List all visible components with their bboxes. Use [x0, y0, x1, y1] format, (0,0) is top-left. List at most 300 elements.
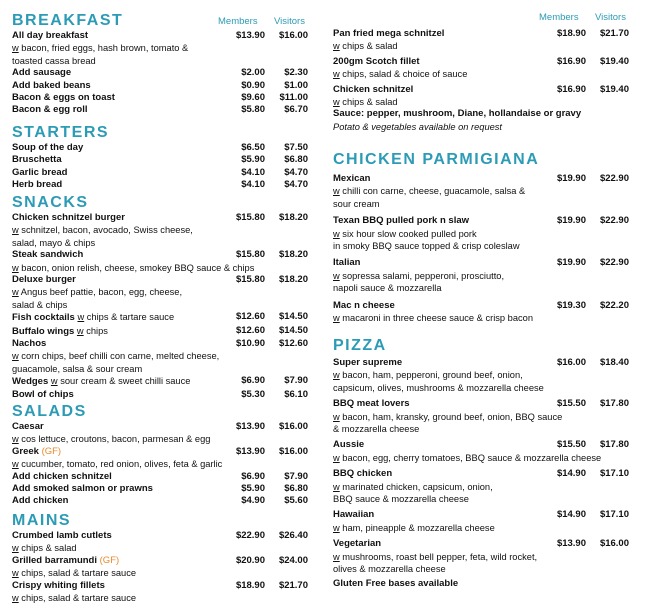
member-price: $0.90: [241, 79, 265, 91]
visitor-price: $17.80: [599, 439, 629, 451]
item-line: [333, 215, 633, 227]
item-name: Add baked beans: [12, 79, 91, 91]
item-name: Chicken schnitzel: [333, 83, 414, 95]
with-marker: w: [333, 97, 340, 108]
menu-item: [12, 555, 312, 580]
item-description: [12, 286, 312, 298]
item-description-text: cos lettuce, croutons, bacon, parmesan & egg: [18, 434, 211, 445]
item-description-line2: napoli sauce & mozzarella: [333, 283, 442, 294]
member-price: $13.90: [235, 421, 265, 432]
item-description: [12, 262, 312, 274]
menu-item: [12, 179, 312, 191]
menu-item: [333, 509, 633, 534]
salads-list: [12, 421, 312, 508]
menu-item: [12, 154, 312, 166]
menu-item: [12, 446, 312, 471]
visitor-price: $22.90: [599, 173, 629, 184]
member-price: $15.50: [556, 439, 586, 451]
with-marker: w: [333, 481, 340, 492]
item-line: [12, 421, 312, 433]
member-price: $5.30: [241, 388, 265, 400]
item-name: Mac n cheese: [333, 299, 395, 311]
menu-item: [333, 28, 633, 53]
schnitzel-section: [333, 28, 633, 133]
item-line: [333, 257, 633, 269]
member-price: $14.90: [556, 509, 586, 521]
pizza-section: [333, 337, 633, 590]
item-name: Nachos: [12, 338, 47, 350]
item-name: Buffalo wings: [12, 325, 75, 337]
section-title: BREAKFAST: [12, 12, 124, 29]
item-description-text: cucumber, tomato, red onion, olives, feta & garlic: [18, 459, 223, 470]
menu-item: [12, 142, 312, 154]
item-name: Texan BBQ pulled pork n slaw: [333, 215, 470, 227]
item-name: Soup of the day: [12, 142, 84, 153]
with-marker: w: [12, 593, 19, 604]
item-line: [12, 167, 312, 179]
item-description-text: chips & salad: [18, 543, 77, 554]
item-name: Steak sandwich: [12, 249, 84, 261]
member-price: $6.90: [241, 375, 265, 387]
item-line: [12, 249, 312, 261]
with-marker: w: [333, 370, 340, 381]
item-line: [12, 530, 312, 542]
section-title: CHICKEN PARMIGIANA: [333, 151, 540, 168]
menu-item: [12, 167, 312, 179]
with-marker: w: [50, 376, 58, 387]
visitor-price: $18.20: [278, 249, 308, 261]
with-marker: w: [12, 543, 19, 554]
item-name: Pan fried mega schnitzel: [333, 28, 445, 39]
item-description: [333, 411, 633, 423]
starters-list: [12, 142, 312, 192]
item-line: [12, 274, 312, 286]
item-description-line2: capsicum, olives, mushrooms & mozzarella cheese: [333, 382, 544, 393]
menu-item: [333, 84, 633, 109]
member-price: $4.10: [241, 166, 265, 178]
item-line: [12, 179, 312, 191]
item-line: [333, 538, 633, 550]
item-line: [12, 92, 312, 104]
section-title: MAINS: [12, 512, 72, 529]
member-price: $9.60: [241, 92, 265, 104]
visitor-price: $7.90: [284, 470, 308, 482]
item-description-text: chips & salad: [339, 41, 398, 52]
item-line: [12, 142, 312, 154]
menu-item: [12, 580, 312, 605]
item-name: Crispy whiting fillets: [12, 579, 105, 591]
item-name: Fish cocktails: [12, 312, 75, 324]
member-price: $12.60: [235, 311, 265, 323]
item-line: [333, 300, 633, 312]
item-description-text: chips, salad & tartare sauce: [18, 568, 137, 579]
item-description: [12, 42, 312, 54]
member-price: $15.80: [235, 274, 265, 286]
menu-item: [12, 338, 312, 375]
member-price: $16.00: [556, 357, 586, 368]
item-line: [12, 30, 312, 42]
visitor-price: $4.70: [284, 166, 308, 178]
item-line: [333, 56, 633, 68]
item-description-text: bacon, ham, kransky, ground beef, onion, BBQ sauce: [339, 411, 563, 422]
item-description: [333, 481, 633, 493]
potato-note: Potato & vegetables available on request: [333, 121, 503, 132]
item-name: Caesar: [12, 421, 44, 432]
visitor-price: $5.60: [284, 495, 308, 507]
item-description-line2: olives & mozzarella cheese: [333, 564, 446, 575]
visitor-price: $7.50: [284, 142, 308, 153]
menu-item: [12, 375, 312, 388]
visitors-column-header: Visitors: [595, 12, 626, 23]
item-line: [12, 555, 312, 567]
item-name: Chicken schnitzel burger: [12, 212, 125, 223]
visitor-price: $22.20: [599, 299, 629, 311]
menu-item: [12, 30, 312, 67]
with-marker: w: [333, 522, 340, 533]
visitor-price: $16.00: [278, 421, 308, 432]
parmigiana-list: [333, 173, 633, 324]
member-price: $5.90: [241, 154, 265, 166]
menu-item: [333, 398, 633, 435]
member-price: $6.50: [241, 142, 265, 153]
menu-item: [333, 538, 633, 575]
member-price: $15.80: [235, 212, 265, 223]
with-marker: w: [12, 262, 19, 273]
item-line: [12, 495, 312, 507]
item-description-text: ham, pineapple & mozzarella cheese: [339, 522, 495, 533]
mains-section: [12, 512, 312, 604]
item-line: [12, 104, 312, 116]
menu-item: [12, 483, 312, 495]
item-line: [333, 398, 633, 410]
item-name: All day breakfast: [12, 30, 89, 41]
item-name: Bacon & egg roll: [12, 104, 88, 116]
member-price: $4.90: [241, 495, 265, 507]
member-price: $19.90: [556, 173, 586, 184]
visitor-price: $1.00: [284, 79, 308, 91]
item-line: [12, 212, 312, 224]
item-name: Bruschetta: [12, 154, 62, 166]
item-description-text: bacon, fried eggs, hash brown, tomato &: [18, 43, 189, 54]
visitor-price: $11.00: [279, 92, 308, 104]
item-line: [12, 446, 312, 458]
visitor-price: $6.70: [284, 104, 308, 116]
visitor-price: $14.50: [278, 324, 308, 336]
with-marker: w: [333, 270, 340, 281]
item-line: [12, 580, 312, 592]
member-price: $4.10: [241, 179, 265, 191]
item-description-text: six hour slow cooked pulled pork: [339, 228, 477, 239]
member-price: $19.90: [556, 215, 586, 227]
snacks-section: [12, 194, 312, 401]
item-name: Add chicken: [12, 495, 69, 507]
visitor-price: $17.80: [599, 398, 629, 410]
item-description-line2: sour cream: [333, 198, 380, 209]
member-price: $15.80: [235, 249, 265, 261]
with-marker: w: [12, 225, 19, 236]
item-name: BBQ meat lovers: [333, 398, 410, 410]
member-price: $13.90: [556, 538, 586, 550]
with-marker: w: [333, 186, 340, 197]
section-title: SNACKS: [12, 194, 89, 211]
pizza-list: [333, 357, 633, 576]
section-title: STARTERS: [12, 124, 110, 141]
member-price: $12.60: [235, 324, 265, 336]
item-description: [12, 458, 312, 470]
visitor-price: $19.40: [599, 55, 629, 67]
item-description-text: bacon, egg, cherry tomatoes, BBQ sauce & mozzarella cheese: [339, 452, 602, 463]
item-description: [12, 542, 312, 554]
visitor-price: $18.40: [599, 357, 629, 368]
section-title: SALADS: [12, 403, 87, 420]
item-description: [333, 185, 633, 197]
item-line: [333, 439, 633, 451]
member-price: $18.90: [235, 579, 265, 591]
member-price: $15.50: [556, 398, 586, 410]
menu-item: [12, 67, 312, 79]
menu-item: [12, 249, 312, 274]
visitor-price: $17.10: [599, 509, 629, 521]
item-inline-desc: chips: [83, 325, 108, 336]
menu-item: [12, 495, 312, 507]
item-name: Mexican: [333, 173, 371, 184]
item-name: Super supreme: [333, 357, 403, 368]
item-name: BBQ chicken: [333, 468, 393, 480]
member-price: $13.90: [235, 445, 265, 457]
schnitzel-list: [333, 28, 633, 108]
member-price: $16.90: [556, 55, 586, 67]
item-description-line2: salad, mayo & chips: [12, 237, 96, 248]
with-marker: w: [12, 43, 19, 54]
visitor-price: $21.70: [278, 579, 308, 591]
item-line: [12, 80, 312, 92]
visitor-price: $7.90: [284, 375, 308, 387]
visitor-price: $19.40: [599, 83, 629, 95]
item-name: Italian: [333, 257, 361, 269]
visitor-price: $18.20: [278, 212, 308, 223]
item-line: [12, 375, 312, 388]
item-line: [12, 67, 312, 79]
item-description-text: chilli con carne, cheese, guacamole, salsa &: [339, 186, 526, 197]
item-line: [12, 338, 312, 350]
menu-item: [333, 257, 633, 294]
visitor-price: $16.00: [599, 538, 629, 550]
snacks-list: [12, 212, 312, 401]
menu-item: [12, 325, 312, 338]
with-marker: w: [77, 312, 85, 323]
menu-item: [12, 530, 312, 555]
item-line: [12, 154, 312, 166]
menu-item: [333, 215, 633, 252]
item-description: [333, 270, 633, 282]
with-marker: w: [12, 287, 19, 298]
item-description-text: sopressa salami, pepperoni, prosciutto,: [339, 270, 505, 281]
item-description: [333, 228, 633, 240]
visitor-price: $17.10: [599, 468, 629, 480]
with-marker: w: [12, 351, 19, 362]
item-name: Hawaiian: [333, 509, 375, 521]
item-description-text: macaroni in three cheese sauce & crisp bacon: [339, 313, 533, 324]
item-description-text: chips, salad & tartare sauce: [18, 593, 137, 604]
item-description: [12, 592, 312, 604]
visitor-price: $24.00: [278, 554, 308, 566]
menu-item: [12, 471, 312, 483]
item-description: [333, 312, 633, 324]
item-line: [333, 173, 633, 185]
item-inline-desc: chips & tartare sauce: [84, 312, 175, 323]
item-description-text: bacon, onion relish, cheese, smokey BBQ sauce & chips: [18, 262, 255, 273]
visitor-price: $2.30: [284, 67, 308, 79]
visitor-price: $26.40: [278, 530, 308, 541]
menu-item: [333, 173, 633, 210]
item-description-text: Angus beef pattie, bacon, egg, cheese,: [18, 287, 183, 298]
visitor-price: $14.50: [278, 311, 308, 323]
menu-item: [333, 468, 633, 505]
item-name: Bowl of chips: [12, 388, 74, 400]
with-marker: w: [333, 551, 340, 562]
gluten-free-tag: (GF): [99, 554, 120, 566]
visitor-price: $18.20: [278, 274, 308, 286]
visitor-price: $22.90: [599, 257, 629, 269]
item-line: [12, 311, 312, 324]
member-price: $5.90: [241, 483, 265, 495]
item-line: [12, 471, 312, 483]
parmigiana-section: [333, 151, 633, 324]
visitor-price: $21.70: [599, 28, 629, 39]
item-line: [333, 468, 633, 480]
with-marker: w: [12, 434, 19, 445]
visitor-price: $16.00: [278, 30, 308, 41]
item-name: Deluxe burger: [12, 274, 76, 286]
member-price: $14.90: [556, 468, 586, 480]
item-description: [333, 369, 633, 381]
item-name: Add chicken schnitzel: [12, 470, 112, 482]
visitor-price: $4.70: [284, 179, 308, 191]
item-name: Greek: [12, 445, 39, 457]
mains-list: [12, 530, 312, 604]
section-title: PIZZA: [333, 337, 387, 354]
visitor-price: $6.80: [284, 154, 308, 166]
item-name: Add sausage: [12, 67, 72, 79]
members-column-header: Members: [539, 12, 579, 23]
menu-item: [12, 389, 312, 401]
breakfast-section: [12, 12, 312, 117]
item-description-text: chips & salad: [339, 97, 398, 108]
with-marker: w: [12, 568, 19, 579]
item-description-text: chips, salad & choice of sauce: [339, 69, 468, 80]
item-name: Herb bread: [12, 179, 63, 191]
with-marker: w: [333, 452, 340, 463]
item-description-text: bacon, ham, pepperoni, ground beef, onion,: [339, 370, 523, 381]
member-price: $10.90: [235, 338, 265, 350]
member-price: $5.80: [241, 104, 265, 116]
visitor-price: $6.80: [284, 483, 308, 495]
item-name: Aussie: [333, 439, 365, 451]
item-name: Add smoked salmon or prawns: [12, 483, 153, 495]
member-price: $6.90: [241, 470, 265, 482]
item-description-line2: BBQ sauce & mozzarella cheese: [333, 494, 469, 505]
member-price: $20.90: [235, 554, 265, 566]
member-price: $18.90: [556, 28, 586, 39]
item-name: Wedges: [12, 376, 49, 388]
item-line: [12, 483, 312, 495]
menu-item: [12, 311, 312, 324]
menu-item: [12, 80, 312, 92]
item-description: [333, 68, 633, 80]
visitor-price: $12.60: [278, 338, 308, 350]
member-price: $19.30: [556, 299, 586, 311]
with-marker: w: [333, 313, 340, 324]
item-description: [12, 567, 312, 579]
item-name: Grilled barramundi: [12, 554, 97, 566]
item-description: [333, 551, 633, 563]
item-line: [333, 28, 633, 40]
with-marker: w: [333, 228, 340, 239]
member-price: $2.00: [241, 67, 265, 79]
member-price: $22.90: [235, 530, 265, 541]
item-name: Vegetarian: [333, 538, 382, 550]
item-description-text: marinated chicken, capsicum, onion,: [339, 481, 493, 492]
menu-item: [333, 439, 633, 464]
salads-section: [12, 403, 312, 508]
menu-item: [333, 357, 633, 394]
item-line: [333, 84, 633, 96]
item-description-line2: guacamole, salsa & sour cream: [12, 363, 143, 374]
menu-item: [12, 92, 312, 104]
item-line: [333, 509, 633, 521]
item-line: [12, 325, 312, 338]
menu-item: [12, 212, 312, 249]
visitor-price: $16.00: [278, 445, 308, 457]
menu-item: [333, 300, 633, 325]
item-description: [333, 522, 633, 534]
with-marker: w: [76, 325, 84, 336]
with-marker: w: [333, 411, 340, 422]
item-description-line2: & mozzarella cheese: [333, 424, 420, 435]
visitor-price: $6.10: [284, 388, 308, 400]
gluten-free-note: Gluten Free bases available: [333, 577, 459, 589]
breakfast-list: [12, 30, 312, 117]
item-description: [333, 96, 633, 108]
with-marker: w: [333, 69, 340, 80]
starters-section: [12, 124, 312, 192]
item-name: Bacon & eggs on toast: [12, 92, 115, 104]
item-name: 200gm Scotch fillet: [333, 55, 420, 67]
item-description-text: corn chips, beef chilli con carne, melted cheese,: [18, 351, 220, 362]
item-description-text: schnitzel, bacon, avocado, Swiss cheese,: [18, 225, 193, 236]
item-description: [12, 433, 312, 445]
member-price: $13.90: [235, 30, 265, 41]
sauce-note: Sauce: pepper, mushroom, Diane, hollandaise or gravy: [333, 108, 582, 120]
item-line: [12, 389, 312, 401]
item-description: [333, 40, 633, 52]
item-description-text: mushrooms, roast bell pepper, feta, wild rocket,: [339, 551, 538, 562]
with-marker: w: [12, 459, 19, 470]
gluten-free-tag: (GF): [41, 445, 62, 457]
menu-item: [333, 56, 633, 81]
members-column-header: Members: [218, 16, 258, 27]
item-description: [333, 452, 633, 464]
member-price: $16.90: [556, 83, 586, 95]
item-line: [333, 357, 633, 369]
member-price: $19.90: [556, 257, 586, 269]
item-inline-desc: sour cream & sweet chilli sauce: [57, 376, 191, 387]
menu-item: [12, 104, 312, 116]
item-description-line2: salad & chips: [12, 299, 68, 310]
item-name: Garlic bread: [12, 166, 68, 178]
visitors-column-header: Visitors: [274, 16, 305, 27]
item-description-line2: in smoky BBQ sauce topped & crisp coleslaw: [333, 241, 520, 252]
